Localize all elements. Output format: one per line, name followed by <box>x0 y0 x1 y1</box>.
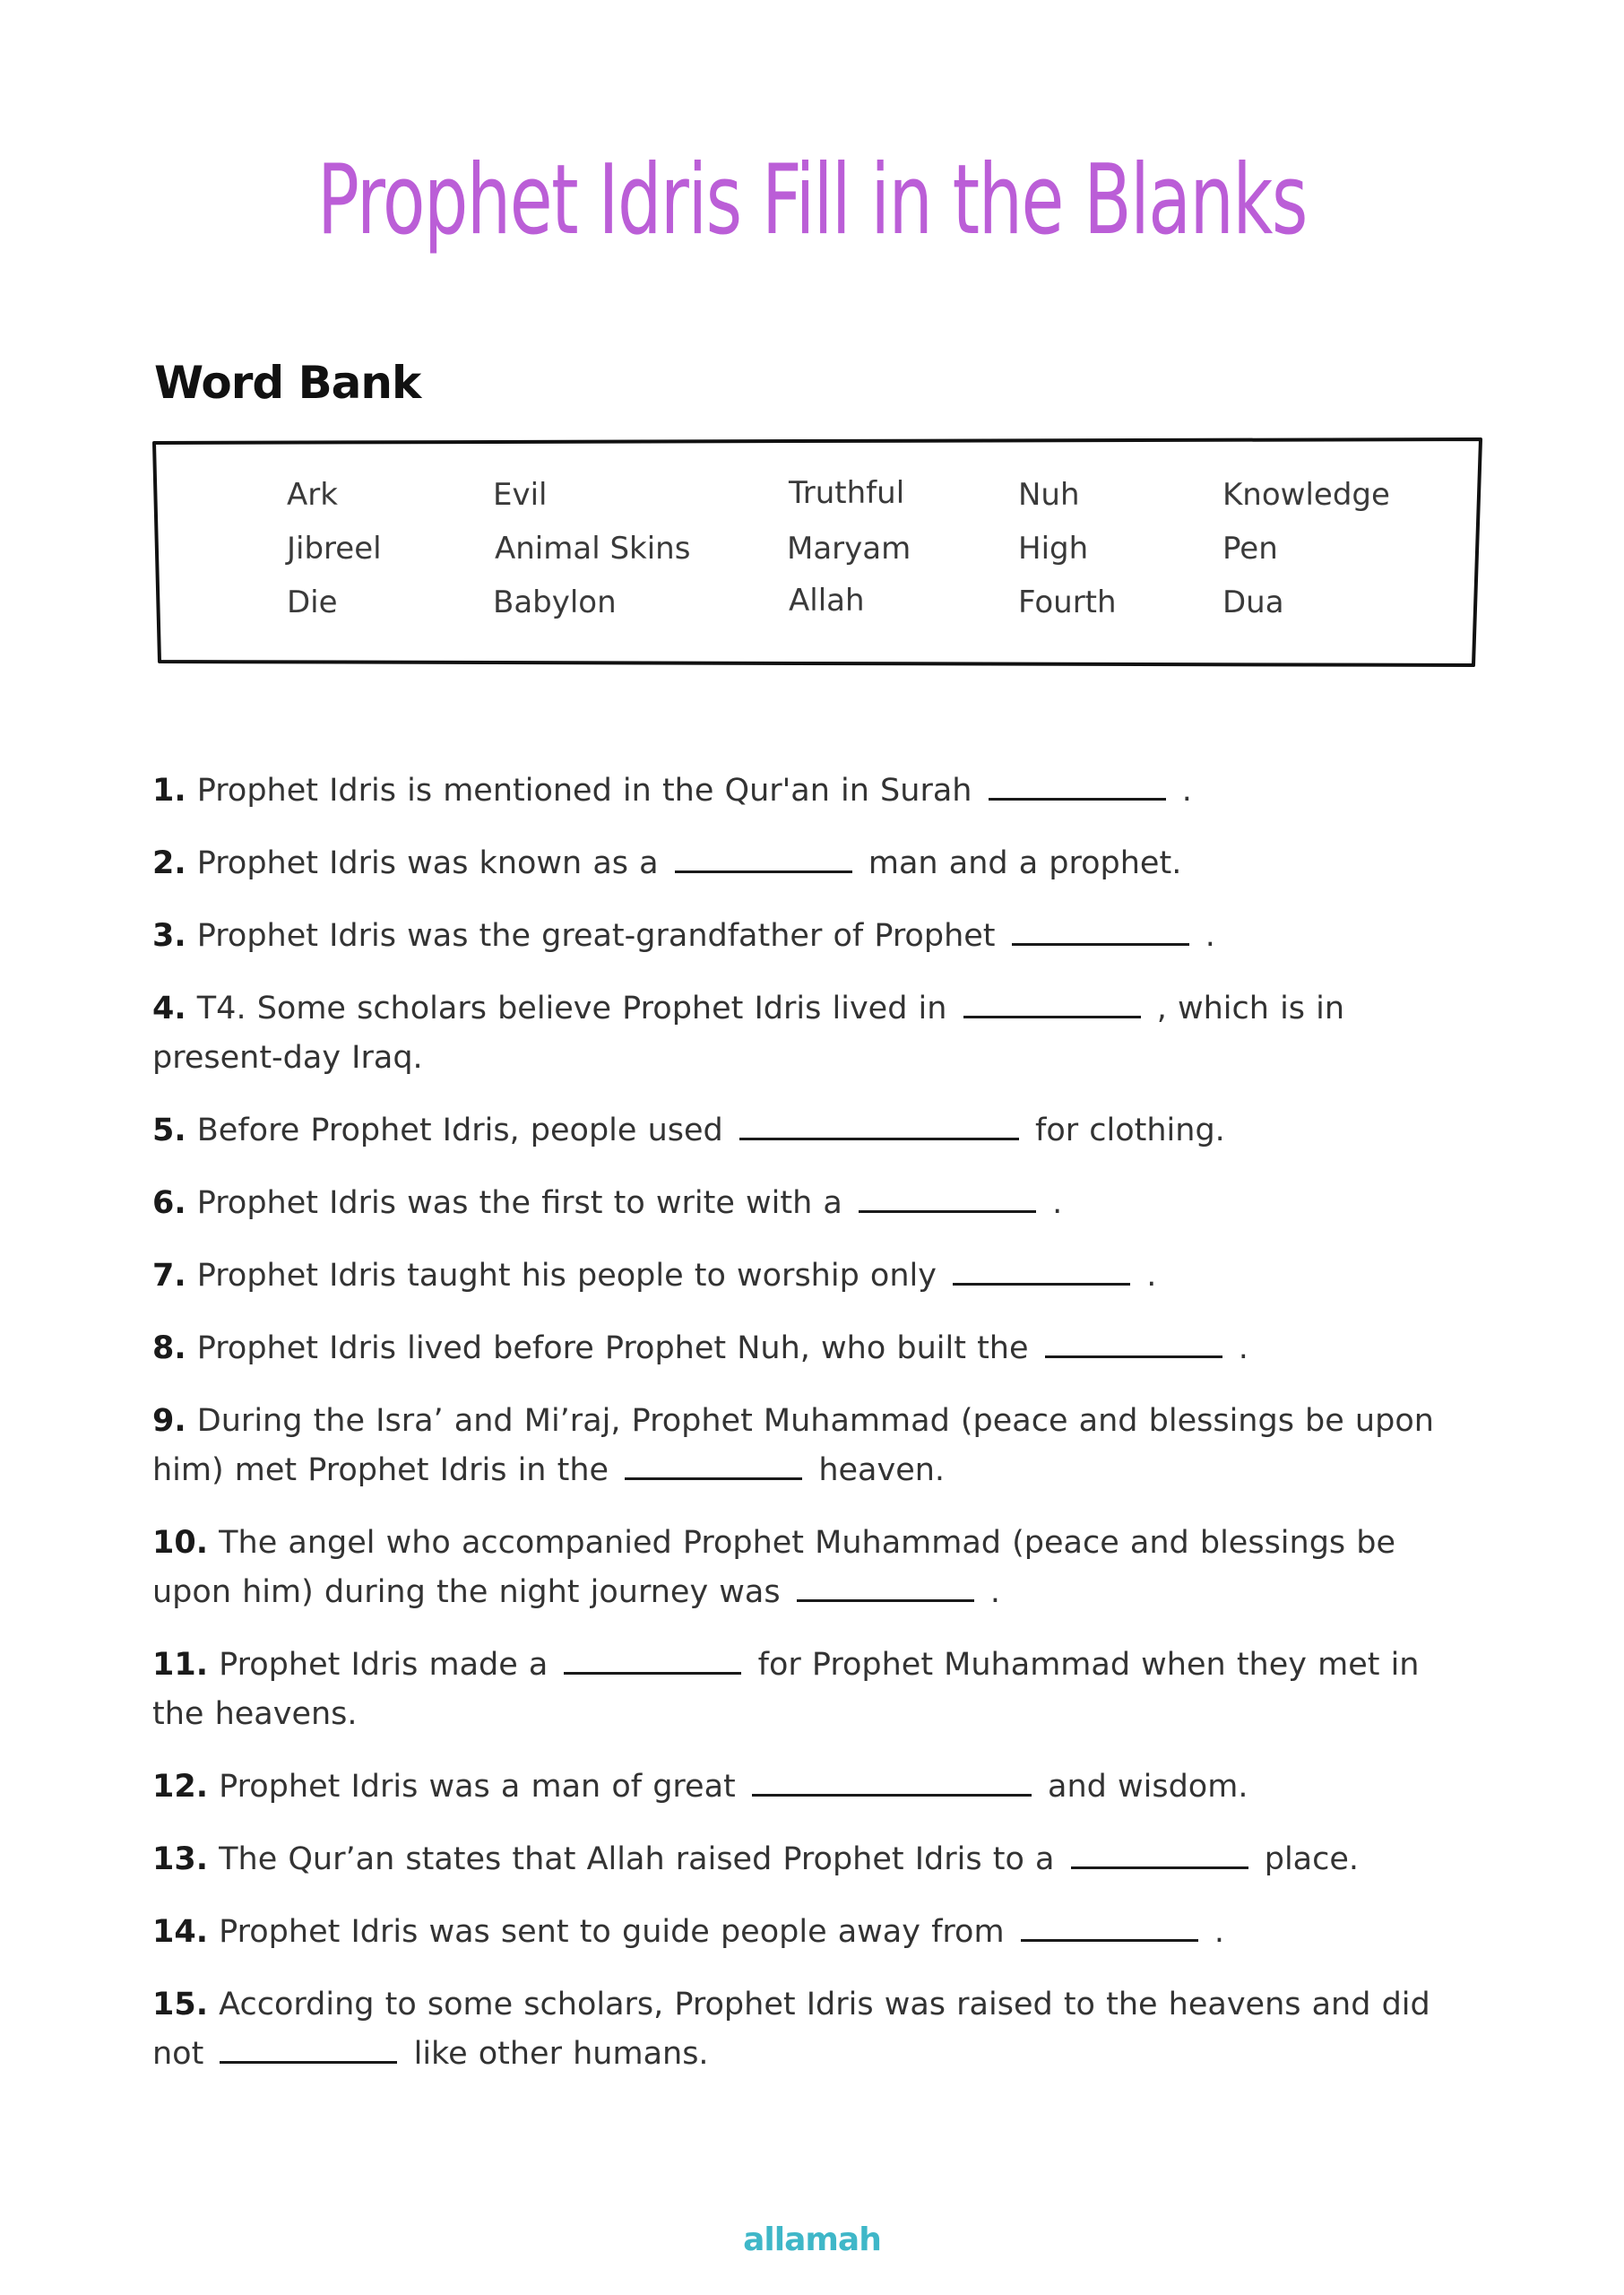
question-text-after: . <box>989 1574 1001 1610</box>
answer-blank[interactable] <box>1012 916 1189 946</box>
question-text: During the Isra’ and Mi’raj, Prophet Muhammad (peace and blessings be upon him) met Prophet Idris in the <box>152 1403 1434 1488</box>
allamah-logo: allamah <box>743 2221 881 2258</box>
question-text-after: , which is in present-day Iraq. <box>152 991 1345 1076</box>
answer-blank[interactable] <box>797 1572 974 1602</box>
word-bank-word: Dua <box>1222 585 1284 620</box>
question-item <box>152 1641 1479 1739</box>
question-text-after: for Prophet Muhammad when they met in the heavens. <box>152 1647 1420 1732</box>
word-bank-word: Fourth <box>1018 585 1117 620</box>
question-number: 15. <box>152 1987 209 2022</box>
question-number: 8. <box>152 1330 186 1366</box>
question-text-after: . <box>1238 1330 1248 1366</box>
word-bank-box <box>151 437 1486 669</box>
question-item <box>152 1324 1479 1373</box>
question-number: 1. <box>152 773 186 809</box>
question-text: According to some scholars, Prophet Idris was raised to the heavens and did not <box>152 1987 1430 2072</box>
answer-blank[interactable] <box>963 989 1141 1018</box>
question-text: The angel who accompanied Prophet Muhammad (peace and blessings be upon him) during the night journey was <box>152 1525 1396 1610</box>
question-number: 2. <box>152 845 186 881</box>
question-item <box>152 912 1479 961</box>
question-item <box>152 1980 1479 2079</box>
answer-blank[interactable] <box>675 844 852 873</box>
answer-blank[interactable] <box>953 1256 1130 1286</box>
word-bank-word: Ark <box>287 477 338 513</box>
question-text-after: for clothing. <box>1035 1113 1225 1148</box>
word-bank-word: Animal Skins <box>495 531 691 567</box>
question-text: Prophet Idris is mentioned in the Qur'an in Surah <box>196 773 972 809</box>
word-bank-word: Jibreel <box>287 531 382 567</box>
word-bank-word: Knowledge <box>1222 477 1390 513</box>
question-item <box>152 1106 1479 1156</box>
answer-blank[interactable] <box>989 771 1166 801</box>
word-bank-word: Truthful <box>789 475 905 511</box>
question-text: Prophet Idris was a man of great <box>219 1769 736 1805</box>
question-list <box>152 766 1479 2102</box>
question-number: 6. <box>152 1185 186 1221</box>
answer-blank[interactable] <box>859 1183 1036 1213</box>
question-text: The Qur’an states that Allah raised Prophet Idris to a <box>219 1841 1055 1877</box>
word-bank-heading: Word Bank <box>154 357 421 409</box>
question-item <box>152 1519 1479 1617</box>
question-text-after: heaven. <box>818 1452 946 1488</box>
question-text-after: . <box>1214 1914 1224 1950</box>
answer-blank[interactable] <box>1045 1329 1222 1358</box>
answer-blank[interactable] <box>1071 1840 1248 1869</box>
question-number: 3. <box>152 918 186 954</box>
question-text: Prophet Idris taught his people to worship only <box>196 1258 937 1294</box>
answer-blank[interactable] <box>625 1451 802 1480</box>
question-item <box>152 1762 1479 1812</box>
question-item <box>152 766 1479 816</box>
question-number: 4. <box>152 991 186 1026</box>
word-bank-word: Nuh <box>1018 477 1080 513</box>
question-item <box>152 1251 1479 1301</box>
question-text-after: man and a prophet. <box>868 845 1182 881</box>
question-text-after: . <box>1181 773 1192 809</box>
question-number: 7. <box>152 1258 186 1294</box>
word-bank-word: Allah <box>789 583 865 619</box>
question-text: Prophet Idris was the first to write with a <box>196 1185 842 1221</box>
question-text-after: . <box>1205 918 1215 954</box>
question-text-after: place. <box>1264 1841 1360 1877</box>
question-text: Prophet Idris was known as a <box>196 845 659 881</box>
question-number: 13. <box>152 1841 209 1877</box>
word-bank-word: Evil <box>493 477 548 513</box>
question-item <box>152 984 1479 1083</box>
answer-blank[interactable] <box>1021 1912 1198 1942</box>
question-item <box>152 1179 1479 1228</box>
question-text-after: and wisdom. <box>1048 1769 1248 1805</box>
question-text: Prophet Idris lived before Prophet Nuh, who built the <box>196 1330 1029 1366</box>
word-bank-grid <box>151 437 1486 669</box>
question-text: T4. Some scholars believe Prophet Idris lived in <box>196 991 947 1026</box>
question-text-after: like other humans. <box>413 2036 709 2072</box>
word-bank-word: Die <box>287 585 338 620</box>
answer-blank[interactable] <box>752 1767 1032 1797</box>
page-title: Prophet Idris Fill in the Blanks <box>316 144 1308 256</box>
question-text: Prophet Idris was sent to guide people away from <box>219 1914 1005 1950</box>
question-number: 10. <box>152 1525 209 1561</box>
answer-blank[interactable] <box>739 1111 1019 1140</box>
answer-blank[interactable] <box>220 2034 397 2064</box>
question-item <box>152 1835 1479 1884</box>
question-text-after: . <box>1146 1258 1157 1294</box>
question-number: 5. <box>152 1113 186 1148</box>
word-bank-word: Babylon <box>493 585 617 620</box>
question-number: 14. <box>152 1914 209 1950</box>
question-text: Prophet Idris was the great-grandfather of Prophet <box>196 918 996 954</box>
question-number: 12. <box>152 1769 209 1805</box>
question-item <box>152 839 1479 888</box>
word-bank-word: High <box>1018 531 1089 567</box>
question-text: Before Prophet Idris, people used <box>196 1113 723 1148</box>
answer-blank[interactable] <box>564 1645 741 1675</box>
question-number: 9. <box>152 1403 186 1439</box>
question-text-after: . <box>1052 1185 1063 1221</box>
word-bank-word: Maryam <box>787 531 911 567</box>
question-text: Prophet Idris made a <box>219 1647 549 1683</box>
question-item <box>152 1908 1479 1957</box>
question-number: 11. <box>152 1647 209 1683</box>
question-item <box>152 1397 1479 1495</box>
word-bank-word: Pen <box>1222 531 1278 567</box>
